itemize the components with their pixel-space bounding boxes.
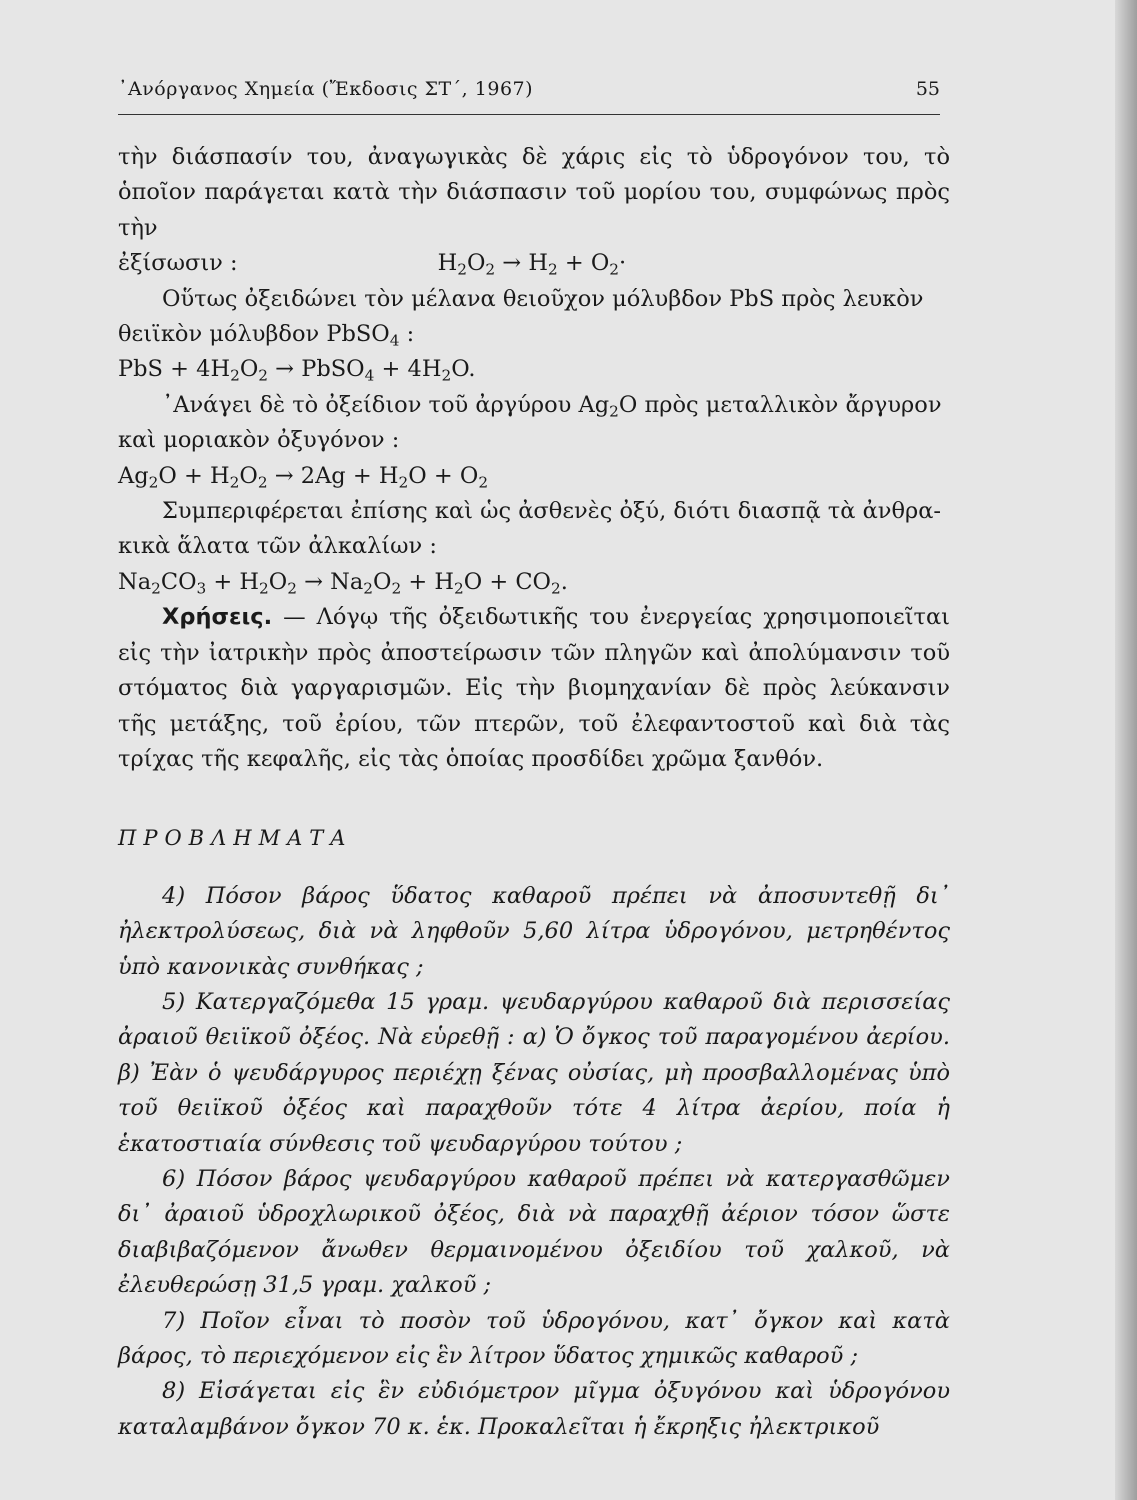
- paragraph-decomposition: τὴν διάσπασίν του, ἀναγωγικὰς δὲ χάρις εἰς τὸ ὑδρογόνον του, τὸ ὁποῖον παράγεται κατὰ τὴν διάσπασιν τοῦ μορίου του, συμφώνως πρὸς τὴν ἐξίσωσιν : $H_2O_2 \to H_2 + O_2\cdot$: [118, 144, 950, 279]
- equation-ag2o-reduction: $Ag_2O + H_2O_2 \to 2Ag + H_2O + O_2$: [118, 462, 489, 492]
- equation-carbonate: $Na_2CO_3 + H_2O_2 \to Na_2O_2 + H_2O + CO_2$.: [118, 568, 568, 598]
- problem-8: 8) Εἰσάγεται εἰς ἓν εὐδιόμετρον μῖγμα ὀξυγόνου καὶ ὑδρογόνου καταλαμβάνον ὄγκον 70 κ. ἑκ. Προκαλεῖται ἡ ἔκρηξις ἠλεκτρικοῦ: [118, 1378, 950, 1440]
- problem-4: 4) Πόσον βάρος ὕδατος καθαροῦ πρέπει νὰ ἀποσυντεθῇ δι᾽ ἠλεκτρολύσεως, διὰ νὰ ληφθοῦν 5,60 λίτρα ὑδρογόνου, μετρηθέντος ὑπὸ κανονικὰς συνθήκας ;: [118, 882, 950, 980]
- running-title: ᾿Ανόργανος Χημεία (Ἔκδοσις ΣΤ΄, 1967): [118, 78, 534, 100]
- uses-label: Χρήσεις.: [162, 604, 273, 631]
- page-number: 55: [915, 78, 940, 100]
- problem-6: 6) Πόσον βάρος ψευδαργύρου καθαροῦ πρέπει νὰ κατεργασθῶμεν δι᾽ ἀραιοῦ ὑδροχλωρικοῦ ὀξέος, διὰ νὰ παραχθῇ ἀέριον τόσον ὥστε διαβιβαζόμενον ἄνωθεν θερμαινομένου ὀξειδίου τοῦ χαλκοῦ, νὰ ἐλευθερώσῃ 31,5 γραμ. χαλκοῦ ;: [118, 1165, 950, 1299]
- paragraph-reduces-ag2o: ᾿Ανάγει δὲ τὸ ὀξείδιον τοῦ ἀργύρου $Ag_2O$ πρὸς μεταλλικὸν ἄργυρον καὶ μοριακὸν ὀξυγόνον :: [118, 391, 942, 454]
- equation-h2o2-decomposition: $H_2O_2 \to H_2 + O_2\cdot$: [437, 250, 627, 279]
- running-header: [118, 78, 940, 112]
- problem-7: 7) Ποῖον εἶναι τὸ ποσὸν τοῦ ὑδρογόνου, κατ᾽ ὄγκον καὶ κατὰ βάρος, τὸ περιεχόμενον εἰς ἓν λίτρον ὕδατος χημικῶς καθαροῦ ;: [118, 1307, 950, 1369]
- problems-heading: ΠΡΟΒΛΗΜΑΤΑ: [118, 826, 353, 851]
- book-spine-shadow: [1115, 0, 1137, 1500]
- paragraph-weak-acid: Συμπεριφέρεται ἐπίσης καὶ ὡς ἀσθενὲς ὀξύ, διότι διασπᾷ τὰ ἀνθρα- κικὰ ἅλατα τῶν ἀλκαλίων :: [118, 498, 942, 560]
- page-body: [118, 140, 950, 1445]
- paragraph-uses: Χρήσεις. — Λόγῳ τῆς ὀξειδωτικῆς του ἐνεργείας χρησιμοποιεῖται εἰς τὴν ἰατρικὴν πρὸς ἀποστείρωσιν τῶν πληγῶν καὶ ἀπολύμανσιν τοῦ στόματος διὰ γαργαρισμῶν. Εἰς τὴν βιομηχανίαν δὲ πρὸς λεύκανσιν τῆς μετάξης, τοῦ ἐρίου, τῶν πτερῶν, τοῦ ἐλεφαντοστοῦ καὶ διὰ τὰς τρίχας τῆς κεφαλῆς, εἰς τὰς ὁποίας προσδίδει χρῶμα ξανθόν.: [118, 604, 950, 772]
- header-rule: [118, 114, 940, 115]
- problem-5: 5) Κατεργαζόμεθα 15 γραμ. ψευδαργύρου καθαροῦ διὰ περισσείας ἀραιοῦ θειϊκοῦ ὀξέος. Νὰ εὑρεθῇ : α) Ὁ ὄγκος τοῦ παραγομένου ἀερίου. β) Ἐὰν ὁ ψευδάργυρος περιέχῃ ξένας οὐσίας, μὴ προσβαλλομένας ὑπὸ τοῦ θειϊκοῦ ὀξέος καὶ παραχθοῦν τότε 4 λίτρα ἀερίου, ποία ἡ ἑκατοστιαία σύνθεσις τοῦ ψευδαργύρου τούτου ;: [118, 988, 950, 1157]
- paragraph-oxidizes-pbs: Οὕτως ὀξειδώνει τὸν μέλανα θειοῦχον μόλυβδον PbS πρὸς λευκὸν θειϊκὸν μόλυβδον PbSO$_4$ :: [118, 285, 924, 350]
- equation-pbs-oxidation: PbS + $4H_2O_2$ → PbSO$_4$ + $4H_2O$.: [118, 356, 476, 386]
